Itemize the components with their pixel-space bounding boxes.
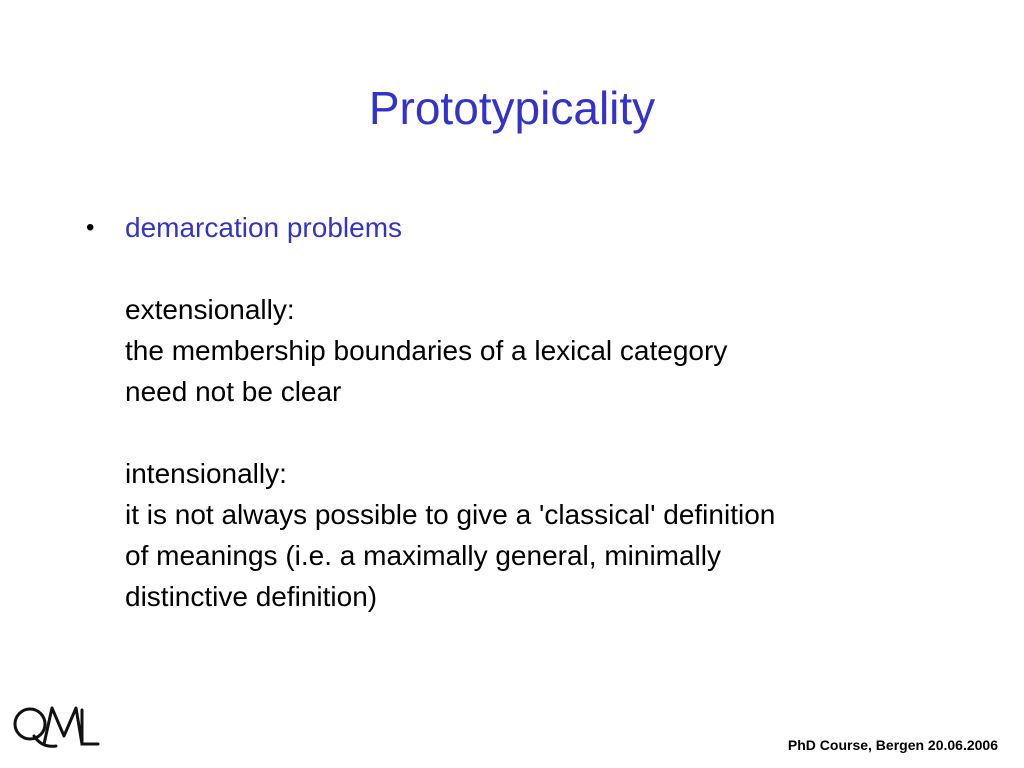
intensional-line: it is not always possible to give a 'classical' definition <box>125 499 776 530</box>
bullet-marker: • <box>86 214 95 241</box>
qml-logo-icon <box>8 694 104 758</box>
footer-text: PhD Course, Bergen 20.06.2006 <box>787 737 998 753</box>
extensional-line: need not be clear <box>125 376 342 407</box>
extensional-line: the membership boundaries of a lexical category <box>125 335 728 366</box>
intensional-line: distinctive definition) <box>125 581 378 612</box>
extensional-block <box>125 289 966 412</box>
bullet-heading: demarcation problems <box>125 212 403 243</box>
bullet-item <box>86 207 966 617</box>
intensional-line: of meanings (i.e. a maximally general, minimally <box>125 540 721 571</box>
slide-title: Prototypicality <box>368 82 656 134</box>
extensional-label: extensionally: <box>125 294 295 325</box>
qml-logo <box>8 694 104 758</box>
intensional-label: intensionally: <box>125 458 287 489</box>
bullet-list <box>86 207 966 617</box>
intensional-block <box>125 453 966 617</box>
